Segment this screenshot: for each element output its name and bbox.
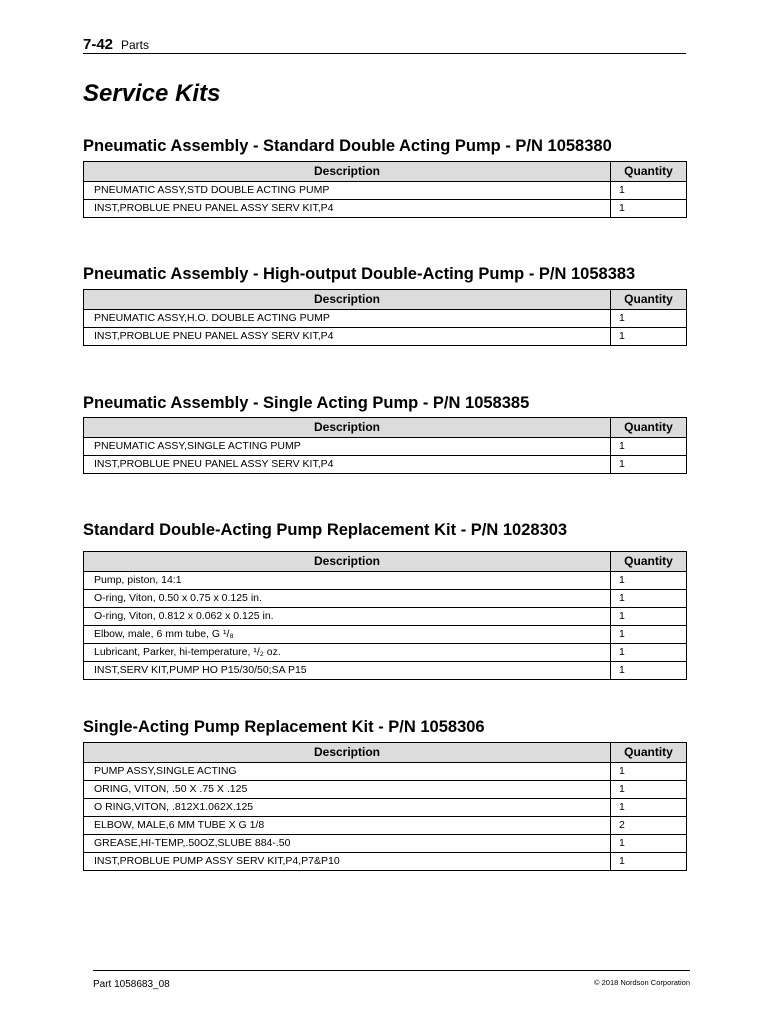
row-description: GREASE,HI-TEMP,.50OZ,SLUBE 884-.50: [84, 835, 611, 853]
quantity-column-header: Quantity: [611, 552, 687, 572]
row-quantity: 1: [611, 328, 687, 346]
row-quantity: 1: [611, 182, 687, 200]
page-footer: [93, 970, 690, 990]
row-quantity: 2: [611, 817, 687, 835]
row-quantity: 1: [611, 853, 687, 871]
kit-heading: Pneumatic Assembly - Standard Double Acting Pump - P/N 1058380: [83, 137, 612, 155]
table-row: [84, 456, 687, 474]
row-quantity: 1: [611, 781, 687, 799]
row-quantity: 1: [611, 590, 687, 608]
kit-table: [83, 417, 687, 474]
row-quantity: 1: [611, 438, 687, 456]
kit-heading: Pneumatic Assembly - Single Acting Pump - P/N 1058385: [83, 394, 530, 412]
row-description: O RING,VITON, .812X1.062X.125: [84, 799, 611, 817]
page-title: Service Kits: [83, 80, 221, 107]
kit-table: [83, 742, 687, 871]
row-description: PNEUMATIC ASSY,STD DOUBLE ACTING PUMP: [84, 182, 611, 200]
quantity-column-header: Quantity: [611, 743, 687, 763]
row-description: Lubricant, Parker, hi-temperature, ¹/₂ oz.: [84, 644, 611, 662]
kit-table: [83, 161, 687, 218]
row-description: Elbow, male, 6 mm tube, G ¹/₈: [84, 626, 611, 644]
row-quantity: 1: [611, 799, 687, 817]
row-description: INST,PROBLUE PNEU PANEL ASSY SERV KIT,P4: [84, 200, 611, 218]
description-column-header: Description: [84, 418, 611, 438]
table-row: [84, 626, 687, 644]
table-row: [84, 310, 687, 328]
row-quantity: 1: [611, 626, 687, 644]
quantity-column-header: Quantity: [611, 418, 687, 438]
row-description: INST,PROBLUE PNEU PANEL ASSY SERV KIT,P4: [84, 456, 611, 474]
table-row: [84, 608, 687, 626]
table-row: [84, 200, 687, 218]
table-row: [84, 799, 687, 817]
table-row: [84, 438, 687, 456]
row-description: INST,SERV KIT,PUMP HO P15/30/50;SA P15: [84, 662, 611, 680]
table-row: [84, 853, 687, 871]
table-row: [84, 835, 687, 853]
row-quantity: 1: [611, 200, 687, 218]
row-quantity: 1: [611, 310, 687, 328]
table-header-row: [84, 743, 687, 763]
description-column-header: Description: [84, 743, 611, 763]
row-description: O-ring, Viton, 0.50 x 0.75 x 0.125 in.: [84, 590, 611, 608]
table-header-row: [84, 162, 687, 182]
table-header-row: [84, 418, 687, 438]
row-quantity: 1: [611, 763, 687, 781]
row-description: Pump, piston, 14:1: [84, 572, 611, 590]
row-description: PNEUMATIC ASSY,SINGLE ACTING PUMP: [84, 438, 611, 456]
quantity-column-header: Quantity: [611, 162, 687, 182]
row-description: PNEUMATIC ASSY,H.O. DOUBLE ACTING PUMP: [84, 310, 611, 328]
row-description: INST,PROBLUE PNEU PANEL ASSY SERV KIT,P4: [84, 328, 611, 346]
quantity-column-header: Quantity: [611, 290, 687, 310]
table-row: [84, 328, 687, 346]
kit-table: [83, 289, 687, 346]
kit-heading: Pneumatic Assembly - High-output Double-Acting Pump - P/N 1058383: [83, 265, 636, 283]
description-column-header: Description: [84, 290, 611, 310]
copyright-notice: © 2018 Nordson Corporation: [594, 978, 690, 987]
description-column-header: Description: [84, 552, 611, 572]
table-row: [84, 662, 687, 680]
table-row: [84, 781, 687, 799]
table-header-row: [84, 552, 687, 572]
row-quantity: 1: [611, 835, 687, 853]
page-header: [83, 36, 686, 54]
row-quantity: 1: [611, 456, 687, 474]
table-row: [84, 644, 687, 662]
description-column-header: Description: [84, 162, 611, 182]
row-quantity: 1: [611, 644, 687, 662]
section-name: Parts: [121, 38, 150, 52]
row-quantity: 1: [611, 662, 687, 680]
table-row: [84, 182, 687, 200]
row-description: ELBOW, MALE,6 MM TUBE X G 1/8: [84, 817, 611, 835]
table-row: [84, 763, 687, 781]
row-description: PUMP ASSY,SINGLE ACTING: [84, 763, 611, 781]
row-quantity: 1: [611, 572, 687, 590]
kit-heading: Single-Acting Pump Replacement Kit - P/N 1058306: [83, 718, 485, 736]
table-row: [84, 572, 687, 590]
row-quantity: 1: [611, 608, 687, 626]
table-header-row: [84, 290, 687, 310]
part-number: Part 1058683_08: [93, 979, 170, 990]
kit-table: [83, 551, 687, 680]
row-description: ORING, VITON, .50 X .75 X .125: [84, 781, 611, 799]
table-row: [84, 590, 687, 608]
table-row: [84, 817, 687, 835]
row-description: O-ring, Viton, 0.812 x 0.062 x 0.125 in.: [84, 608, 611, 626]
row-description: INST,PROBLUE PUMP ASSY SERV KIT,P4,P7&P10: [84, 853, 611, 871]
kit-heading: Standard Double-Acting Pump Replacement Kit - P/N 1028303: [83, 521, 568, 539]
page-number: 7-42: [83, 36, 114, 53]
